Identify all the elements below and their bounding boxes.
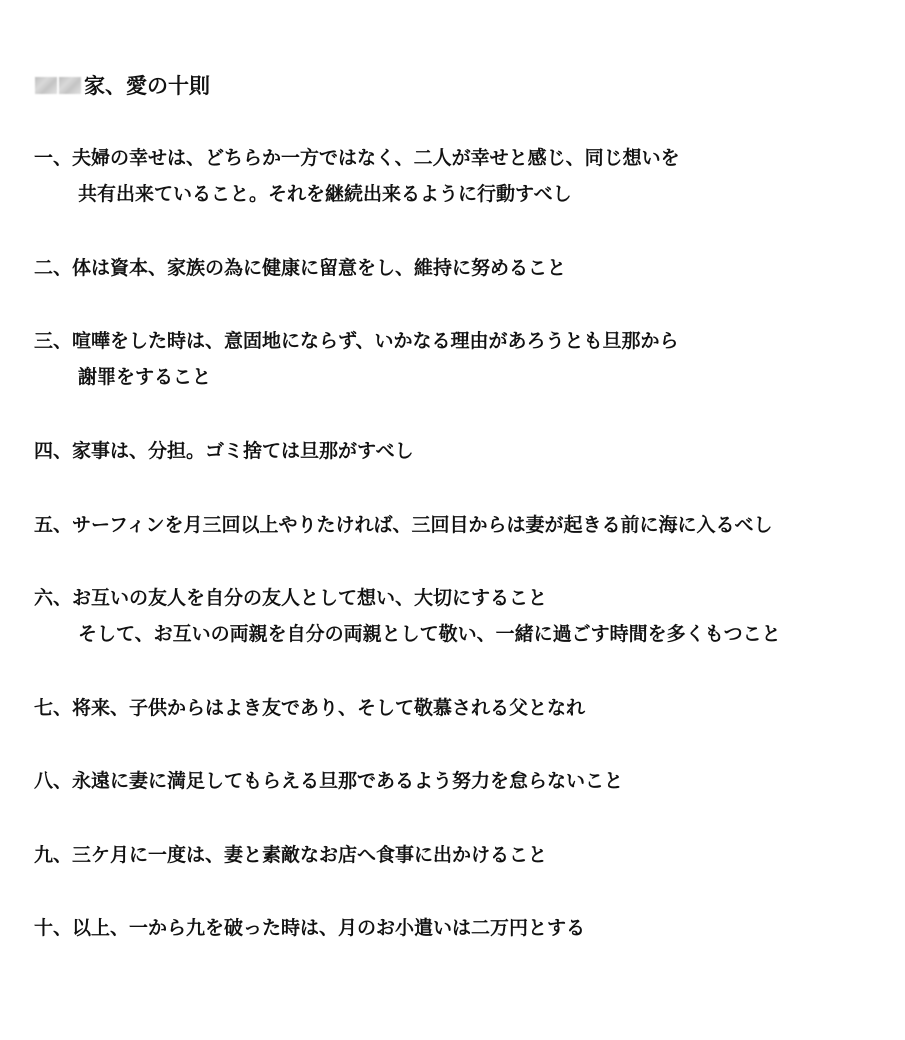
redacted-family-name [34,73,82,97]
rule-9 [34,837,884,873]
title-text: 家、愛の十則 [84,73,210,98]
rule-line-continuation: 共有出来ていること。それを継続出来るように行動すべし [78,183,572,205]
rule-line: 七、将来、子供からはよき友であり、そして敬慕される父となれ [34,697,586,719]
redaction-block [59,77,81,94]
rule-4 [34,433,884,469]
rule-10 [34,910,884,946]
rule-line: 十、以上、一から九を破った時は、月のお小遣いは二万円とする [34,917,586,939]
rule-2 [34,250,884,286]
rule-line: 六、お互いの友人を自分の友人として想い、大切にすること [34,587,548,609]
rule-line: 九、三ケ月に一度は、妻と素敵なお店へ食事に出かけること [34,844,548,866]
rule-3 [34,323,884,395]
rule-line: 八、永遠に妻に満足してもらえる旦那であるよう努力を怠らないこと [34,770,624,792]
rule-8 [34,763,884,799]
rule-line: 一、夫婦の幸せは、どちらか一方ではなく、二人が幸せと感じ、同じ想いを [34,147,680,169]
rule-line-continuation: 謝罪をすること [78,366,212,388]
rule-7 [34,690,884,726]
rule-6 [34,580,884,652]
redaction-block [35,77,57,94]
rule-line: 五、サーフィンを月三回以上やりたければ、三回目からは妻が起きる前に海に入るべし [34,514,773,536]
rule-line-continuation: そして、お互いの両親を自分の両親として敬い、一緒に過ごす時間を多くもつこと [78,623,781,645]
document-title [34,70,210,100]
rule-1 [34,140,884,212]
rule-line: 四、家事は、分担。ゴミ捨ては旦那がすべし [34,440,414,462]
rule-5 [34,507,884,543]
rule-line: 二、体は資本、家族の為に健康に留意をし、維持に努めること [34,257,567,279]
rule-line: 三、喧嘩をした時は、意固地にならず、いかなる理由があろうとも旦那から [34,330,679,352]
